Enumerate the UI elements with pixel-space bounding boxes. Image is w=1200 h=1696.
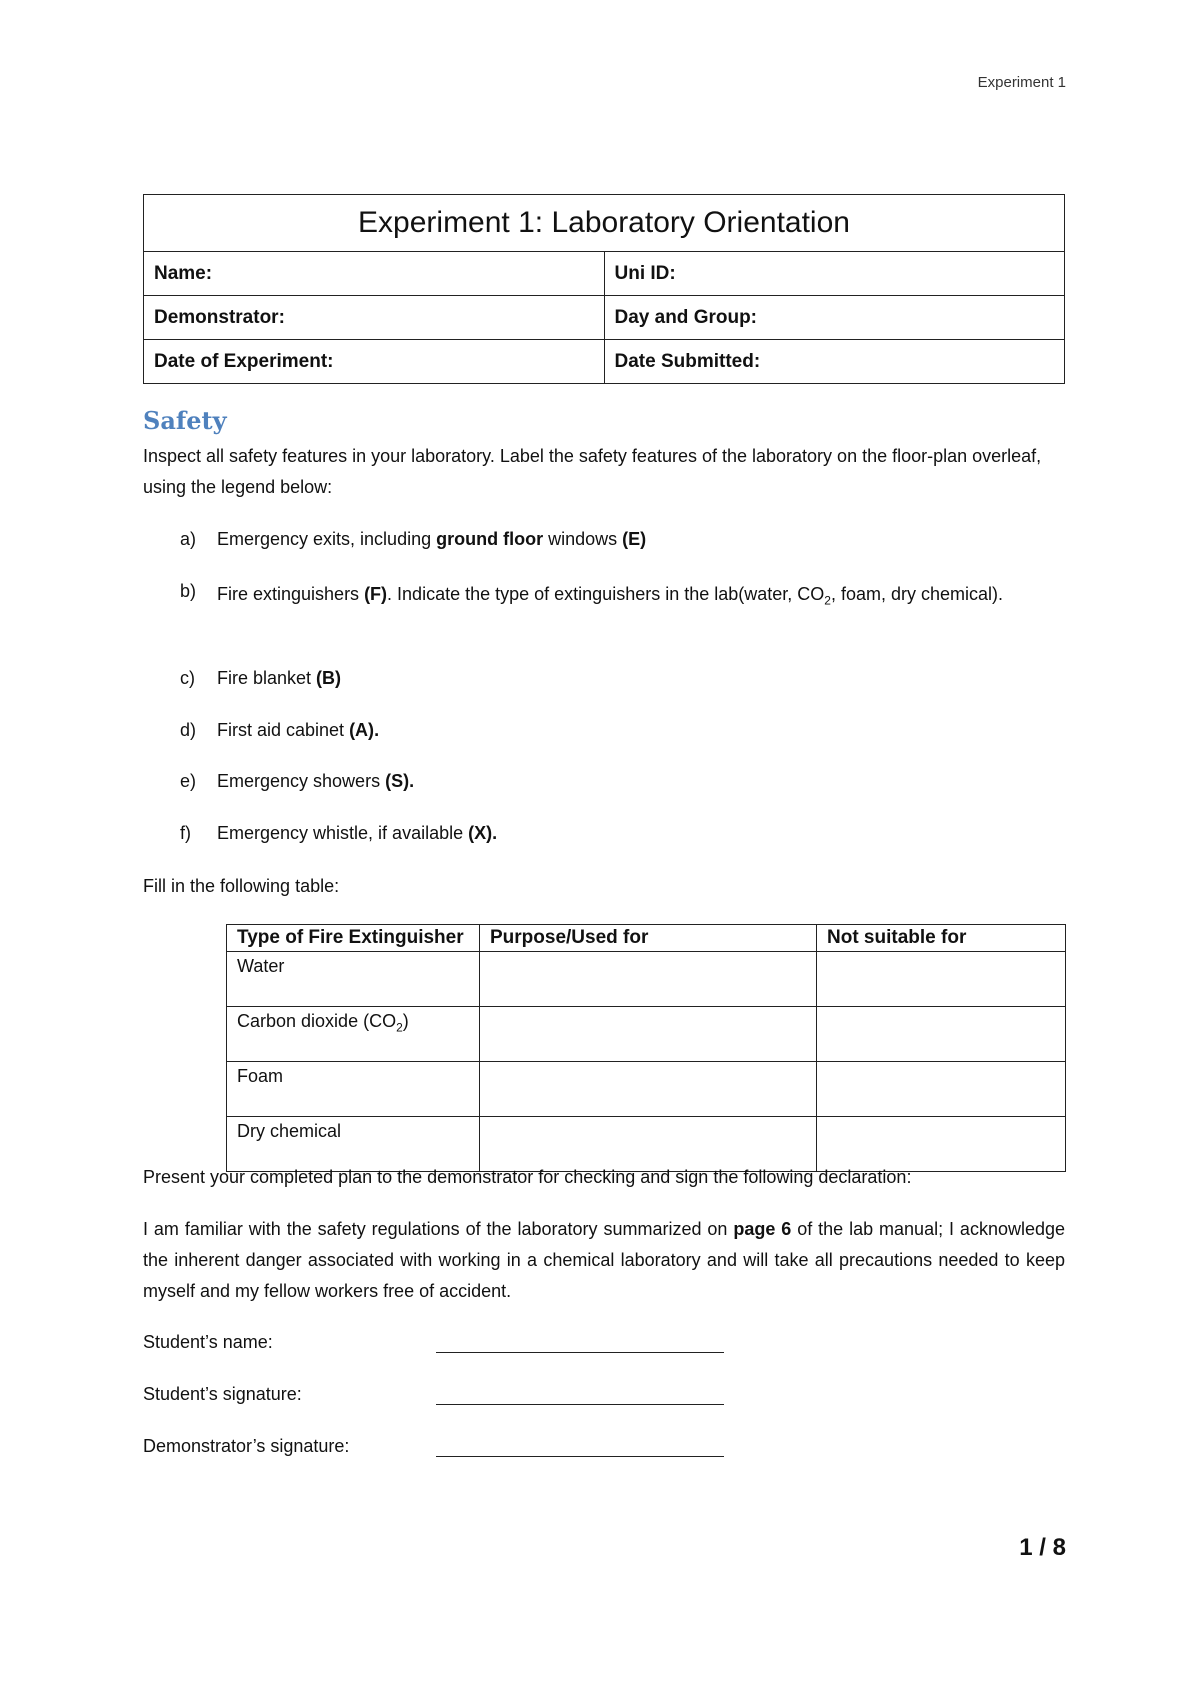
safety-intro: Inspect all safety features in your laboratory. Label the safety features of the laboratory on the floor-plan overleaf, using the legend below:	[143, 446, 1042, 497]
list-text: Emergency showers (S).	[217, 771, 415, 791]
list-marker: e)	[180, 771, 197, 791]
list-marker: a)	[180, 529, 197, 549]
list-text: Emergency whistle, if available (X).	[217, 823, 498, 843]
experiment-info-table	[143, 194, 1065, 384]
safety-heading: Safety	[143, 406, 227, 435]
student-name-label: Student’s name:	[143, 1332, 273, 1352]
name-field: Name:	[144, 252, 605, 296]
table-row	[227, 952, 1066, 1007]
list-text: Fire extinguishers (F). Indicate the type of extinguishers in the lab(water, $CO_2$, foam, dry chemical).	[217, 584, 1004, 608]
purpose-cell[interactable]	[480, 952, 817, 1007]
list-text: Fire blanket (B)	[217, 668, 342, 688]
list-marker: d)	[180, 720, 197, 740]
not-suitable-cell[interactable]	[817, 952, 1066, 1007]
day-group-field: Day and Group:	[604, 296, 1065, 340]
experiment-title: Experiment 1: Laboratory Orientation	[144, 195, 1065, 252]
list-text: Emergency exits, including ground floor windows (E)	[217, 529, 647, 549]
student-signature-line[interactable]	[436, 1404, 724, 1405]
extinguisher-type: Foam	[227, 1062, 480, 1117]
declaration-text: I am familiar with the safety regulations of the laboratory summarized on page 6 of the lab manual; I acknowledge the inherent danger associated with working in a chemical laboratory and will take all precautions needed to keep myself and my fellow workers free of accident.	[143, 1219, 1066, 1301]
list-text: First aid cabinet (A).	[217, 720, 380, 740]
extinguisher-type: Water	[227, 952, 480, 1007]
list-marker: c)	[180, 668, 195, 688]
demonstrator-field: Demonstrator:	[144, 296, 605, 340]
table-row	[227, 1007, 1066, 1062]
not-suitable-cell[interactable]	[817, 1062, 1066, 1117]
purpose-cell[interactable]	[480, 1007, 817, 1062]
fire-extinguisher-table	[226, 924, 1066, 1172]
declaration-instruction: Present your completed plan to the demonstrator for checking and sign the following declaration:	[143, 1167, 912, 1187]
student-signature-label: Student’s signature:	[143, 1384, 302, 1404]
purpose-cell[interactable]	[480, 1062, 817, 1117]
demonstrator-signature-label: Demonstrator’s signature:	[143, 1436, 350, 1456]
list-marker: f)	[180, 823, 191, 843]
student-name-line[interactable]	[436, 1352, 724, 1353]
table-row	[227, 1062, 1066, 1117]
running-header: Experiment 1	[977, 74, 1066, 91]
page-number: 1 / 8	[1019, 1534, 1066, 1561]
column-header: Purpose/Used for	[480, 925, 817, 952]
table-prompt: Fill in the following table:	[143, 876, 340, 896]
date-submitted-field: Date Submitted:	[604, 340, 1065, 384]
date-experiment-field: Date of Experiment:	[144, 340, 605, 384]
uni-id-field: Uni ID:	[604, 252, 1065, 296]
not-suitable-cell[interactable]	[817, 1007, 1066, 1062]
list-marker: b)	[180, 581, 197, 601]
extinguisher-type: Carbon dioxide $(CO_2)$	[227, 1007, 480, 1062]
extinguisher-type: Dry chemical	[227, 1117, 480, 1172]
column-header: Not suitable for	[817, 925, 1066, 952]
demonstrator-signature-line[interactable]	[436, 1456, 724, 1457]
column-header: Type of Fire Extinguisher	[227, 925, 480, 952]
